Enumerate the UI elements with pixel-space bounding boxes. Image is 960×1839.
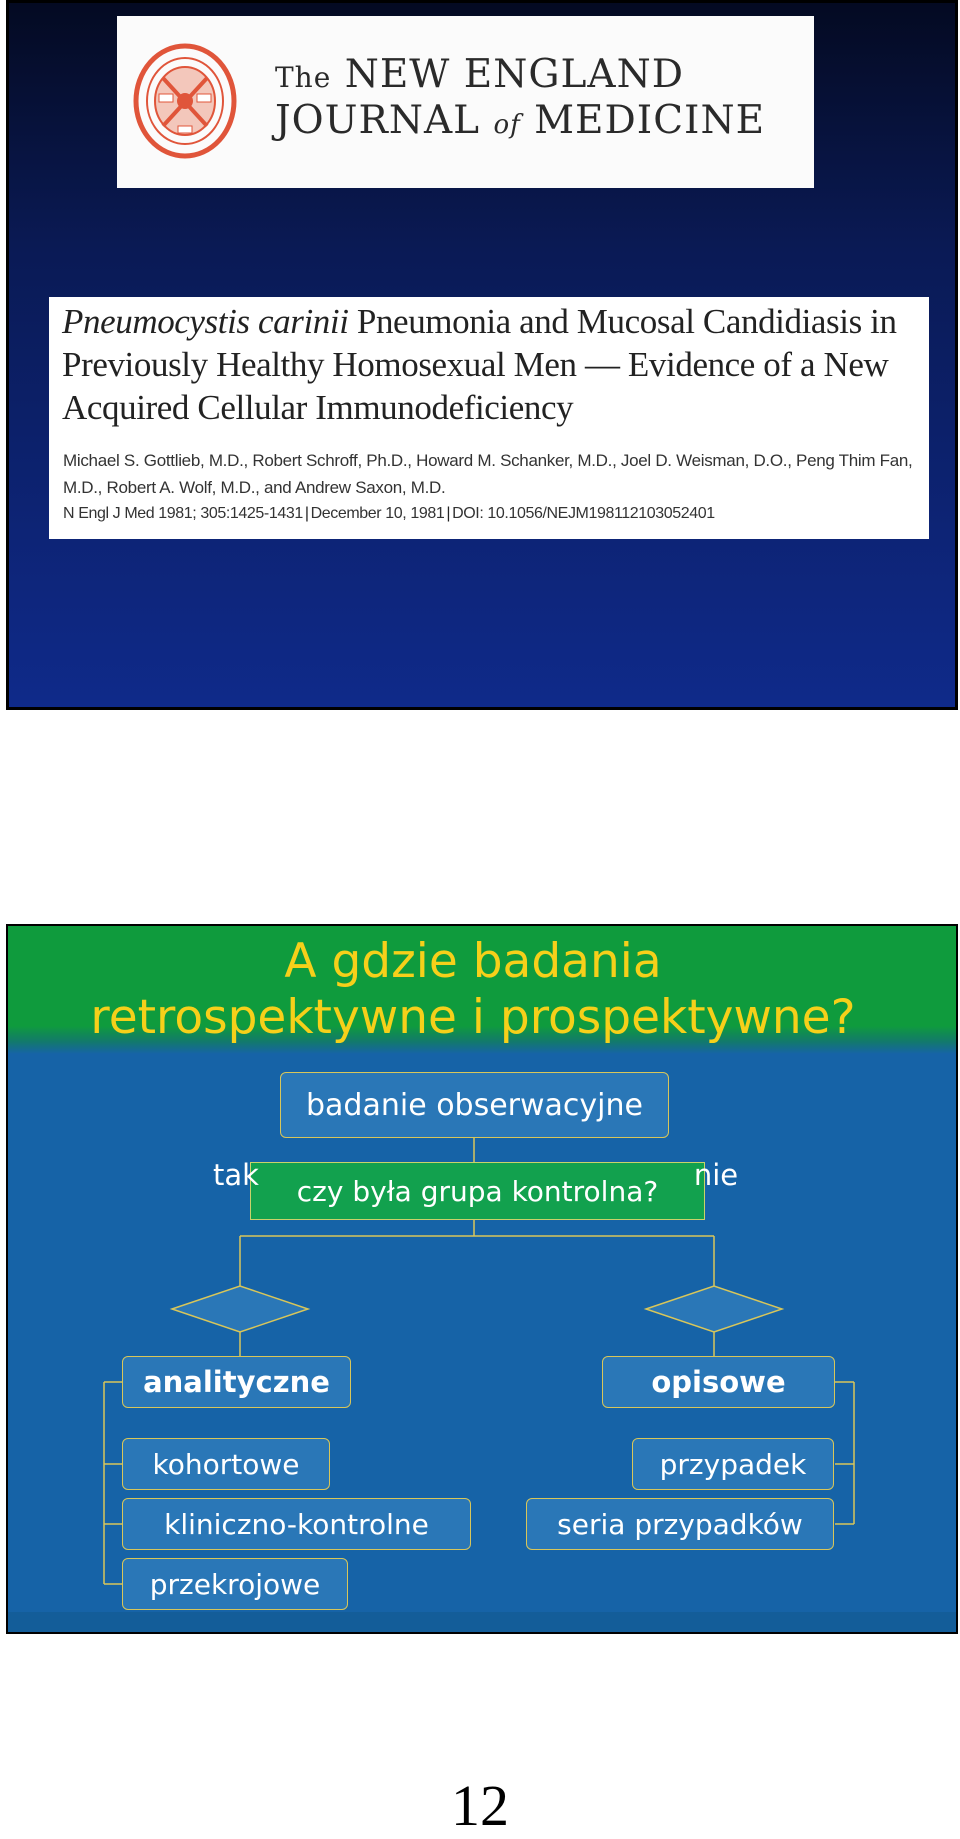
article-title-italic: Pneumocystis carinii: [62, 302, 349, 341]
node-observational-study: badanie obserwacyjne: [280, 1072, 669, 1138]
nejm-medicine: MEDICINE: [534, 98, 766, 144]
citation-journal: N Engl J Med 1981; 305:1425-1431: [63, 505, 303, 522]
article-authors: [63, 447, 923, 501]
page-number: 12: [451, 1773, 509, 1838]
article-header: [49, 297, 929, 539]
node-cohort: kohortowe: [122, 1438, 330, 1490]
nejm-wordmark: [275, 52, 765, 144]
nejm-journal: JOURNAL: [275, 98, 481, 144]
node-descriptive: opisowe: [602, 1356, 835, 1408]
citation-date: December 10, 1981: [310, 505, 445, 522]
slide-study-types: [6, 924, 958, 1634]
authors-line2: M.D., Robert A. Wolf, M.D., and Andrew Saxon, M.D.: [63, 478, 446, 497]
node-case-control: kliniczno-kontrolne: [122, 1498, 471, 1550]
slide-footer-bar: [8, 1612, 956, 1632]
node-control-group-question: czy była grupa kontrolna?: [250, 1162, 705, 1220]
article-title: [62, 300, 922, 429]
article-title-line2: Previously Healthy Homosexual Men — Evidence of a New: [62, 345, 889, 384]
diamond-label-yes: tak: [213, 1158, 259, 1192]
diamond-tak: [172, 1286, 308, 1332]
nejm-of: of: [493, 110, 521, 141]
slide-title-line2: retrospektywne i prospektywne?: [90, 990, 856, 1045]
article-title-line1: Pneumonia and Mucosal Candidiasis in: [356, 302, 897, 341]
nejm-new-england: NEW ENGLAND: [344, 52, 684, 97]
slide-title-line1: A gdzie badania: [284, 934, 662, 989]
node-analytic: analityczne: [122, 1356, 351, 1408]
slide-nejm: [6, 0, 958, 710]
citation-doi: DOI: 10.1056/NEJM198112103052401: [452, 505, 715, 522]
authors-line1: Michael S. Gottlieb, M.D., Robert Schroff, Ph.D., Howard M. Schanker, M.D., Joel D. Weisman, D.O., Peng Thim Fan,: [63, 451, 913, 470]
node-case-series: seria przypadków: [526, 1498, 834, 1550]
nejm-the: The: [275, 61, 332, 94]
node-case-report: przypadek: [632, 1438, 834, 1490]
article-citation: N Engl J Med 1981; 305:1425-1431 | December 10, 1981 | DOI: 10.1056/NEJM198112103052401: [63, 505, 715, 522]
nejm-seal-logo: [133, 42, 237, 160]
node-cross-sectional: przekrojowe: [122, 1558, 348, 1610]
article-title-line3: Acquired Cellular Immunodeficiency: [62, 388, 574, 427]
diamond-nie: [646, 1286, 782, 1332]
diamond-label-no: nie: [693, 1158, 739, 1192]
nejm-logo-banner: [117, 16, 814, 188]
